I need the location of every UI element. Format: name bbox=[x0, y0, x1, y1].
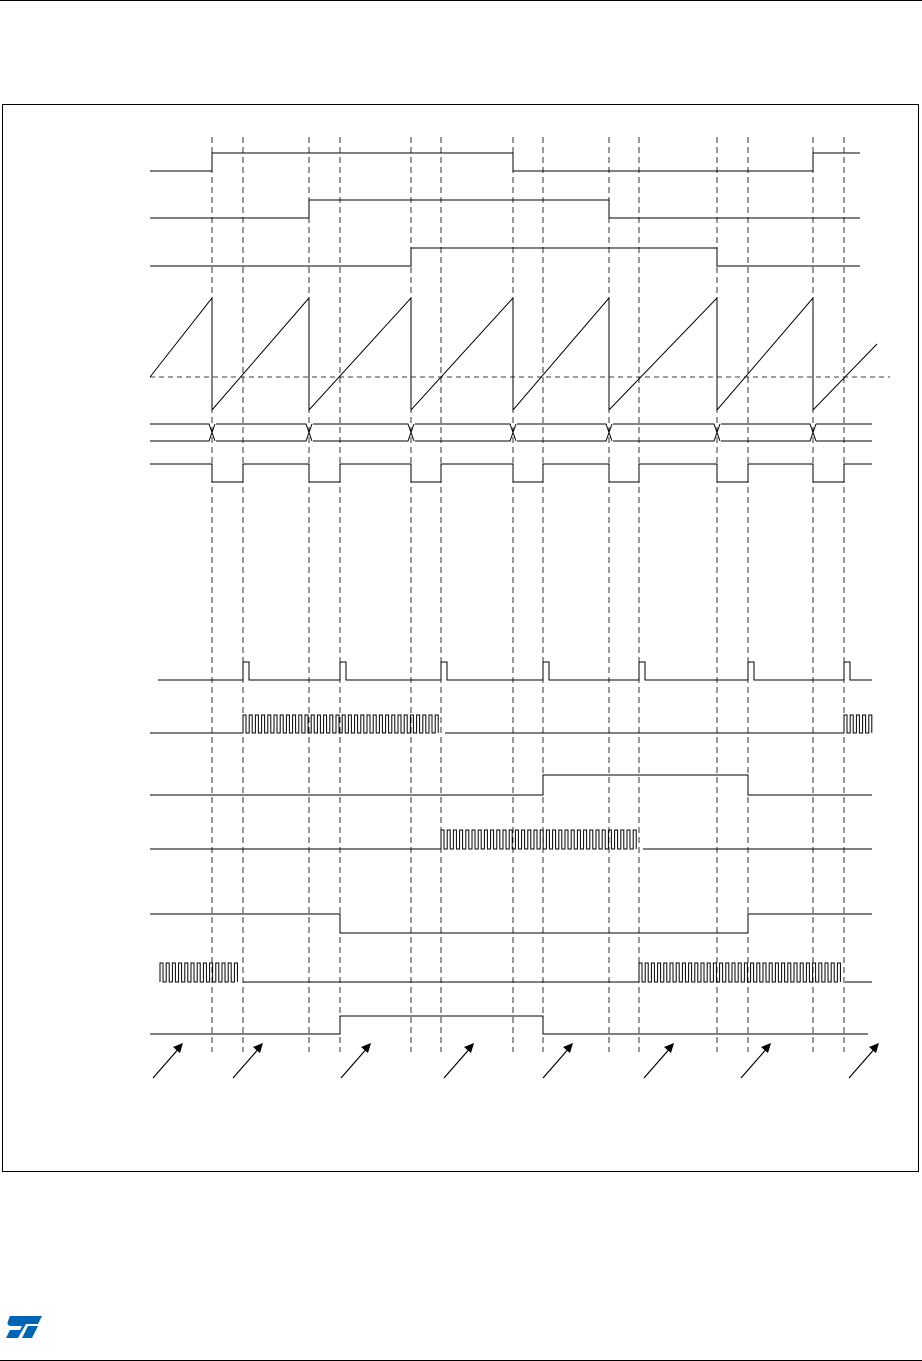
event-arrows bbox=[153, 1043, 879, 1078]
level-c-trace bbox=[150, 914, 872, 933]
event-arrow-icon bbox=[849, 1043, 879, 1078]
bus-upper bbox=[517, 424, 612, 441]
bus-lower bbox=[150, 424, 215, 441]
arrow-shaft bbox=[341, 1046, 369, 1078]
arrow-shaft bbox=[543, 1046, 571, 1078]
bus-upper bbox=[313, 424, 414, 441]
bus-lower bbox=[415, 424, 516, 441]
pwm-c-burst bbox=[639, 963, 840, 982]
counter-ramp-trace bbox=[150, 298, 877, 410]
bus-upper bbox=[216, 424, 312, 441]
bus-upper bbox=[150, 424, 215, 441]
arrow-head bbox=[253, 1043, 263, 1053]
event-arrow-icon bbox=[233, 1043, 263, 1078]
bus-upper bbox=[721, 424, 816, 441]
level-b-trace bbox=[150, 775, 872, 795]
bus-upper bbox=[415, 424, 516, 441]
event-arrow-icon bbox=[543, 1043, 573, 1078]
signal-1-trace bbox=[150, 153, 860, 171]
arrow-shaft bbox=[644, 1046, 672, 1078]
event-arrow-icon bbox=[153, 1043, 183, 1078]
arrow-head bbox=[869, 1043, 879, 1053]
pwm-b-burst bbox=[441, 830, 636, 849]
arrow-head bbox=[563, 1043, 573, 1053]
bus-lower bbox=[216, 424, 312, 441]
arrow-shaft bbox=[741, 1046, 769, 1078]
arrow-head bbox=[664, 1043, 674, 1053]
event-arrow-icon bbox=[341, 1043, 371, 1078]
pwm-a-burst bbox=[243, 715, 438, 733]
level-d-trace bbox=[150, 1016, 868, 1034]
vertical-guides bbox=[212, 137, 844, 1052]
bus-lower bbox=[313, 424, 414, 441]
bus-upper bbox=[613, 424, 720, 441]
event-arrow-icon bbox=[444, 1043, 474, 1078]
event-arrow-icon bbox=[741, 1043, 771, 1078]
arrow-head bbox=[173, 1043, 183, 1053]
arrow-head bbox=[761, 1043, 771, 1053]
pwm-c-burst bbox=[160, 963, 237, 982]
upper-waveforms bbox=[150, 153, 890, 482]
bus-lower bbox=[613, 424, 720, 441]
arrow-shaft bbox=[444, 1046, 472, 1078]
arrow-shaft bbox=[849, 1046, 877, 1078]
arrow-shaft bbox=[233, 1046, 261, 1078]
update-pulse-trace bbox=[150, 464, 872, 482]
arrow-shaft bbox=[153, 1046, 181, 1078]
st-logo-icon bbox=[4, 1314, 44, 1340]
arrow-head bbox=[361, 1043, 371, 1053]
arrow-head bbox=[464, 1043, 474, 1053]
bus-lower bbox=[517, 424, 612, 441]
lower-waveforms bbox=[150, 662, 872, 1034]
event-arrow-icon bbox=[644, 1043, 674, 1078]
signal-2-trace bbox=[150, 200, 860, 218]
event-pulse-trace bbox=[158, 662, 872, 680]
signal-3-trace bbox=[150, 248, 860, 266]
pwm-a-burst bbox=[844, 715, 872, 733]
bus-lower bbox=[721, 424, 816, 441]
